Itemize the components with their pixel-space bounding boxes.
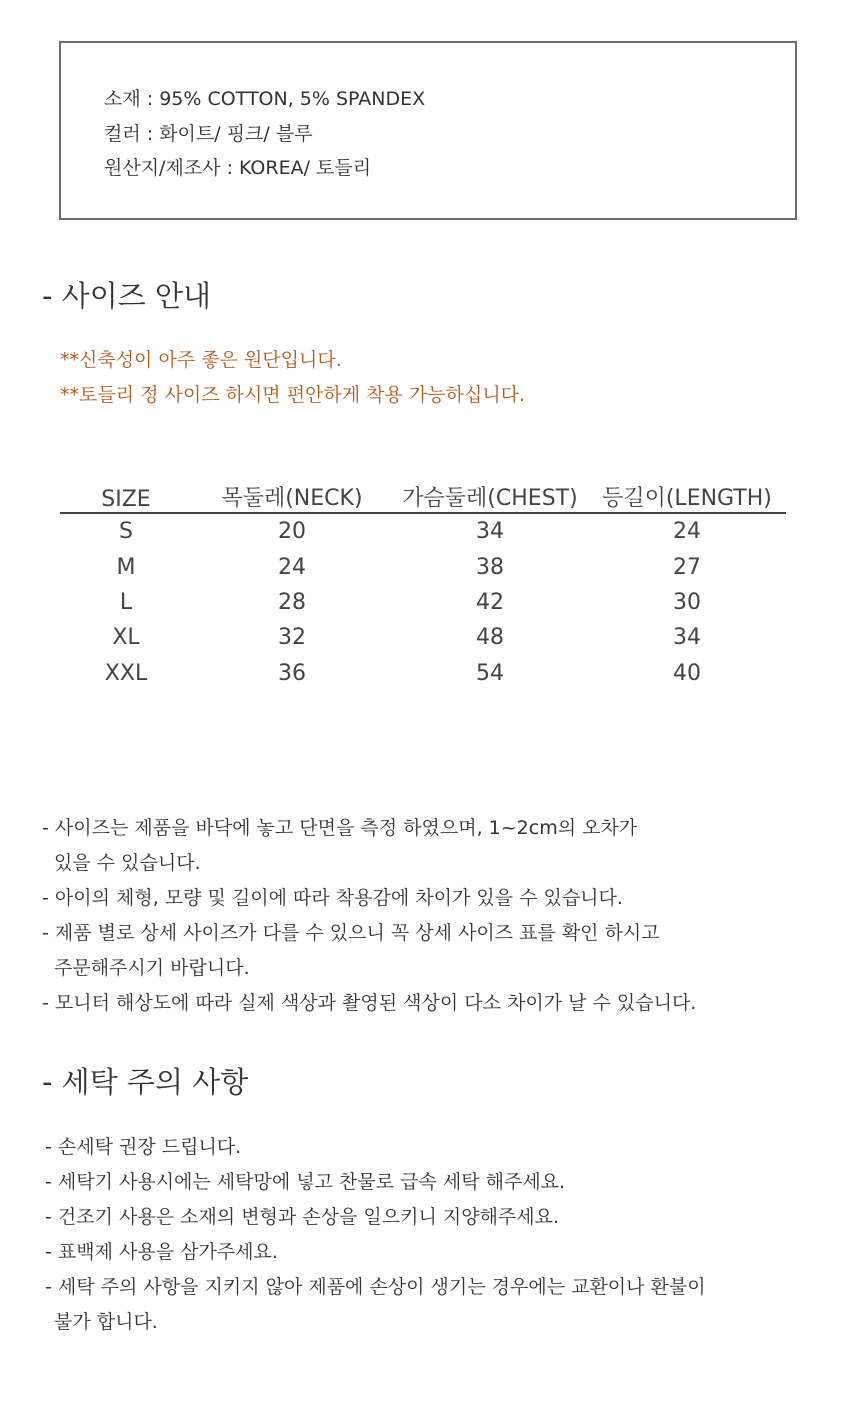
size-note-check-table-cont: 주문해주시기 바랍니다. [54,957,250,979]
length-cell: 40 [673,660,701,686]
washing-line: - 건조기 사용은 소재의 변형과 손상을 일으키니 지양해주세요. [45,1206,560,1228]
table-row [60,549,786,584]
chest-cell: 54 [476,660,504,686]
chest-cell: 42 [476,589,504,615]
material-info: 소재 : 95% COTTON, 5% SPANDEX [104,88,426,110]
neck-cell: 32 [278,625,306,651]
washing-line: - 세탁기 사용시에는 세탁망에 넣고 찬물로 급속 세탁 해주세요. [45,1171,566,1193]
product-info-box [59,41,797,220]
length-cell: 27 [673,554,701,580]
neck-cell: 28 [278,589,306,615]
chest-cell: 38 [476,554,504,580]
neck-cell: 36 [278,660,306,686]
washing-line-cont: 불가 합니다. [54,1311,158,1333]
size-cell: L [119,589,133,615]
size-note-check-table: - 제품 별로 상세 사이즈가 다를 수 있으니 꼭 상세 사이즈 표를 확인 하시고 [42,922,660,944]
stretch-notice: **신축성이 아주 좋은 원단입니다. [60,349,342,371]
table-row [60,656,786,691]
color-info: 컬러 : 화이트/ 핑크/ 블루 [104,123,313,145]
chest-cell: 48 [476,625,504,651]
size-note-body-type: - 아이의 체형, 모량 및 길이에 따라 착용감에 차이가 있을 수 있습니다. [42,887,623,909]
length-cell: 24 [673,519,701,545]
size-note-monitor-color: - 모니터 해상도에 따라 실제 색상과 촬영된 색상이 다소 차이가 날 수 있습니다. [42,992,697,1014]
table-row [60,513,786,549]
header-size: SIZE [60,478,192,513]
size-table [60,478,786,691]
fit-notice: **토들리 정 사이즈 하시면 편안하게 착용 가능하십니다. [60,384,526,406]
size-note-measurement-cont: 있을 수 있습니다. [54,852,201,874]
length-cell: 30 [673,589,701,615]
header-length: 등길이(LENGTH) [588,478,786,513]
neck-cell: 24 [278,554,306,580]
size-table-header [60,478,786,513]
size-note-measurement: - 사이즈는 제품을 바닥에 놓고 단면을 측정 하였으며, 1~2cm의 오차가 [42,817,638,839]
washing-line: - 손세탁 권장 드립니다. [45,1136,242,1158]
chest-cell: 34 [476,519,504,545]
washing-title: - 세탁 주의 사항 [42,1065,249,1099]
size-cell: S [119,519,133,545]
washing-line: - 표백제 사용을 삼가주세요. [45,1241,278,1263]
size-guide-title: - 사이즈 안내 [42,279,211,313]
length-cell: 34 [673,625,701,651]
table-row [60,585,786,620]
header-neck: 목둘레(NECK) [192,478,392,513]
origin-info: 원산지/제조사 : KOREA/ 토들리 [104,157,372,179]
washing-line: - 세탁 주의 사항을 지키지 않아 제품에 손상이 생기는 경우에는 교환이나 환불이 [45,1276,706,1298]
size-cell: XXL [104,660,148,686]
header-chest: 가슴둘레(CHEST) [392,478,588,513]
size-cell: XL [112,625,140,651]
size-cell: M [116,554,136,580]
table-row [60,620,786,655]
neck-cell: 20 [278,519,306,545]
